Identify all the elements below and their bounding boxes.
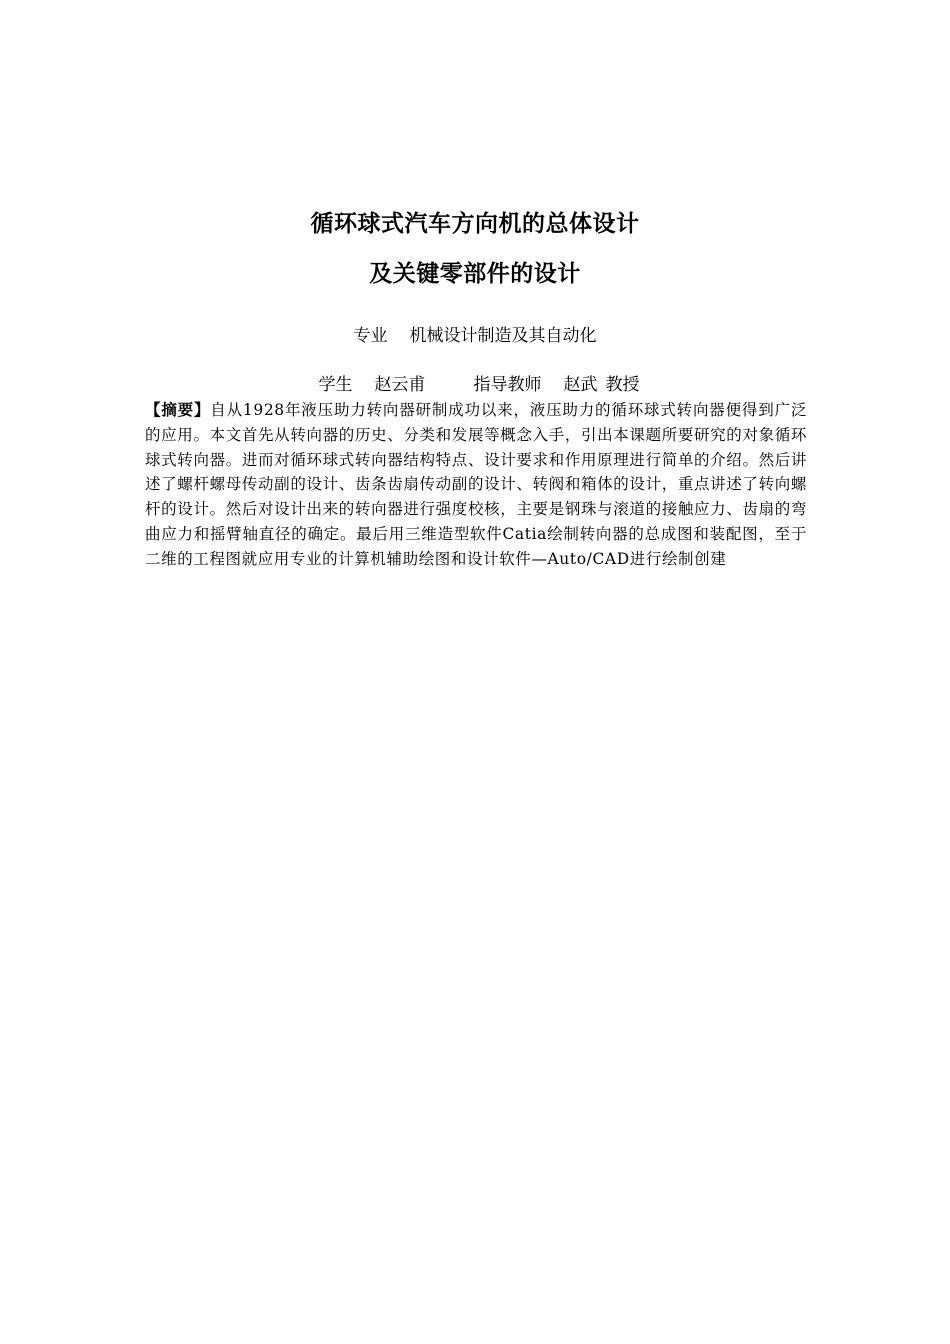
- document-title-line-1: 循环球式汽车方向机的总体设计: [310, 211, 640, 237]
- major-value: 机械设计制造及其自动化: [409, 326, 597, 346]
- major-label: 专业: [353, 326, 388, 346]
- advisor-name: 赵武: [563, 375, 598, 395]
- document-title-line-2: 及关键零部件的设计: [369, 261, 581, 287]
- major-line: [0, 324, 950, 348]
- abstract-text: 自从1928年液压助力转向器研制成功以来，液压助力的循环球式转向器便得到广泛的应用。本文首先从转向器的历史、分类和发展等概念入手，引出本课题所要研究的对象循环球式转向器。进而对循环球式转向器结构特点、设计要求和作用原理进行简单的介绍。然后讲述了螺杆螺母传动副的设计、齿条齿扇传动副的设计、转阀和箱体的设计，重点讲述了转向螺杆的设计。然后对设计出来的转向器进行强度校核，主要是钢珠与滚道的接触应力、齿扇的弯曲应力和摇臂轴直径的确定。最后用三维造型软件Catia绘制转向器的总成图和装配图，至于二维的工程图就应用专业的计算机辅助绘图和设计软件—Auto/CAD进行绘制创建: [145, 401, 807, 568]
- abstract-paragraph: [145, 398, 807, 572]
- advisor-title: 教授: [605, 375, 640, 395]
- author-line: [4, 373, 950, 397]
- student-label: 学生: [318, 375, 353, 395]
- advisor-label: 指导教师: [473, 375, 542, 395]
- abstract-label: 【摘要】: [145, 400, 211, 419]
- student-name: 赵云甫: [374, 375, 426, 395]
